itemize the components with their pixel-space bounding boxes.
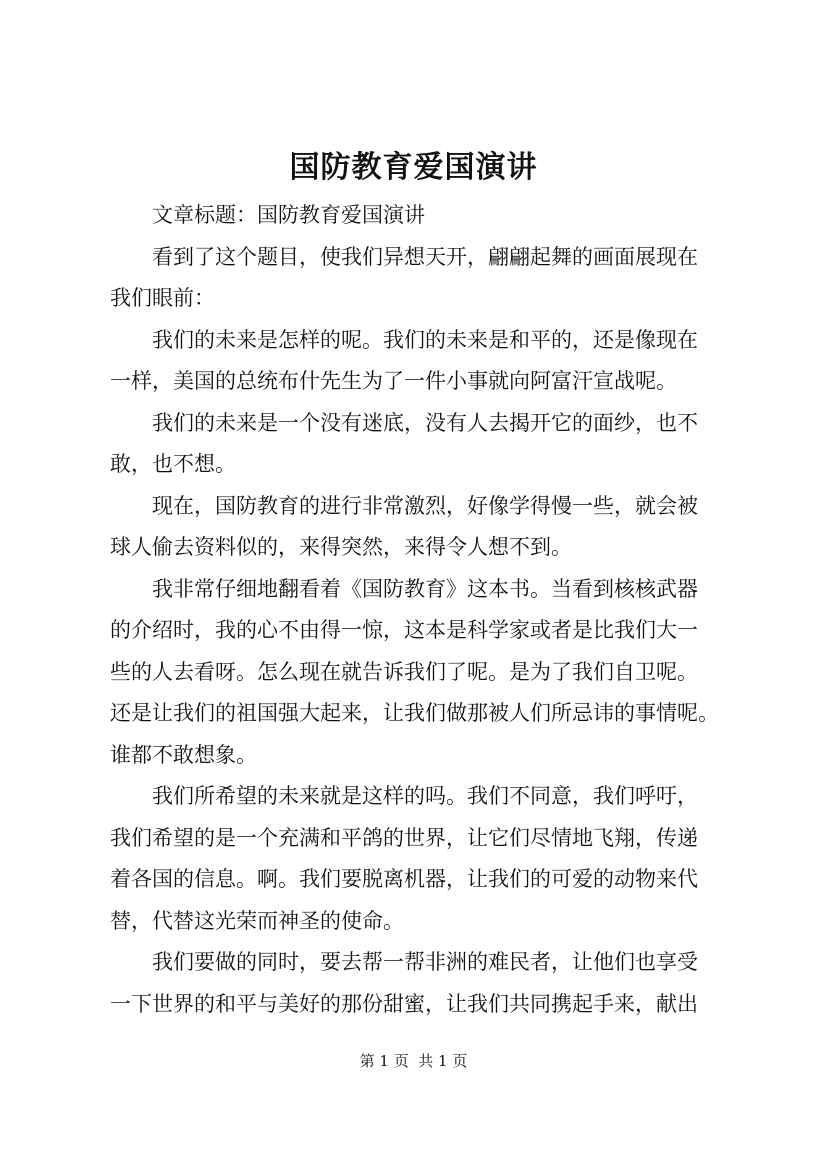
text-line: 我们要做的同时，要去帮一帮非洲的难民者，让他们也享受 <box>152 950 698 974</box>
text-line: 谁都不敢想象。 <box>110 742 257 767</box>
text-line: 敢，也不想。 <box>110 452 236 476</box>
paragraph-3 <box>110 320 750 403</box>
paragraph-6 <box>110 569 750 777</box>
text-line: 一下世界的和平与美好的那份甜蜜，让我们共同携起手来，献出 <box>110 991 698 1016</box>
paragraph-2 <box>110 237 750 320</box>
text-line: 我非常仔细地翻看着《国防教育》这本书。当看到核核武器 <box>152 576 698 601</box>
text-line: 我们眼前： <box>110 286 215 310</box>
paragraph-1 <box>110 195 750 237</box>
page-footer <box>0 1050 827 1072</box>
text-line: 现在，国防教育的进行非常激烈，好像学得慢一些，就会被 <box>152 493 698 518</box>
text-line: 我们的未来是怎样的呢。我们的未来是和平的，还是像现在 <box>152 327 698 352</box>
text-line: 替，代替这光荣而神圣的使命。 <box>110 908 404 933</box>
text-line: 一样，美国的总统布什先生为了一件小事就向阿富汗宣战呢。 <box>110 369 677 393</box>
text-line: 着各国的信息。啊。我们要脱离机器，让我们的可爱的动物来代 <box>110 867 698 891</box>
text-line: 的介绍时，我的心不由得一惊，这本是科学家或者是比我们大一 <box>110 618 698 642</box>
paragraph-4 <box>110 403 750 486</box>
document-title: 国防教育爱国演讲 <box>289 150 538 185</box>
text-line: 些的人去看呀。怎么现在就告诉我们了呢。是为了我们自卫呢。 <box>110 659 698 684</box>
text-line: 我们希望的是一个充满和平鸽的世界，让它们尽情地飞翔，传递 <box>110 825 698 850</box>
paragraph-7 <box>110 776 750 942</box>
text-line: 还是让我们的祖国强大起来，让我们做那被人们所忌讳的事情呢。 <box>110 701 719 725</box>
text-line: 看到了这个题目，使我们异想天开，翩翩起舞的画面展现在 <box>152 244 698 269</box>
page-number-label: 第 1 页 共 1 页 <box>359 1052 468 1070</box>
text-line: 球人偷去资料似的，来得突然，来得令人想不到。 <box>110 535 572 559</box>
text-line: 我们的未来是一个没有迷底，没有人去揭开它的面纱，也不 <box>152 410 698 435</box>
paragraph-5 <box>110 486 750 569</box>
paragraph-8 <box>110 942 750 1025</box>
text-line: 我们所希望的未来就是这样的吗。我们不同意，我们呼吁， <box>152 784 698 808</box>
document-body <box>110 195 750 1025</box>
text-line: 文章标题：国防教育爱国演讲 <box>152 203 425 227</box>
